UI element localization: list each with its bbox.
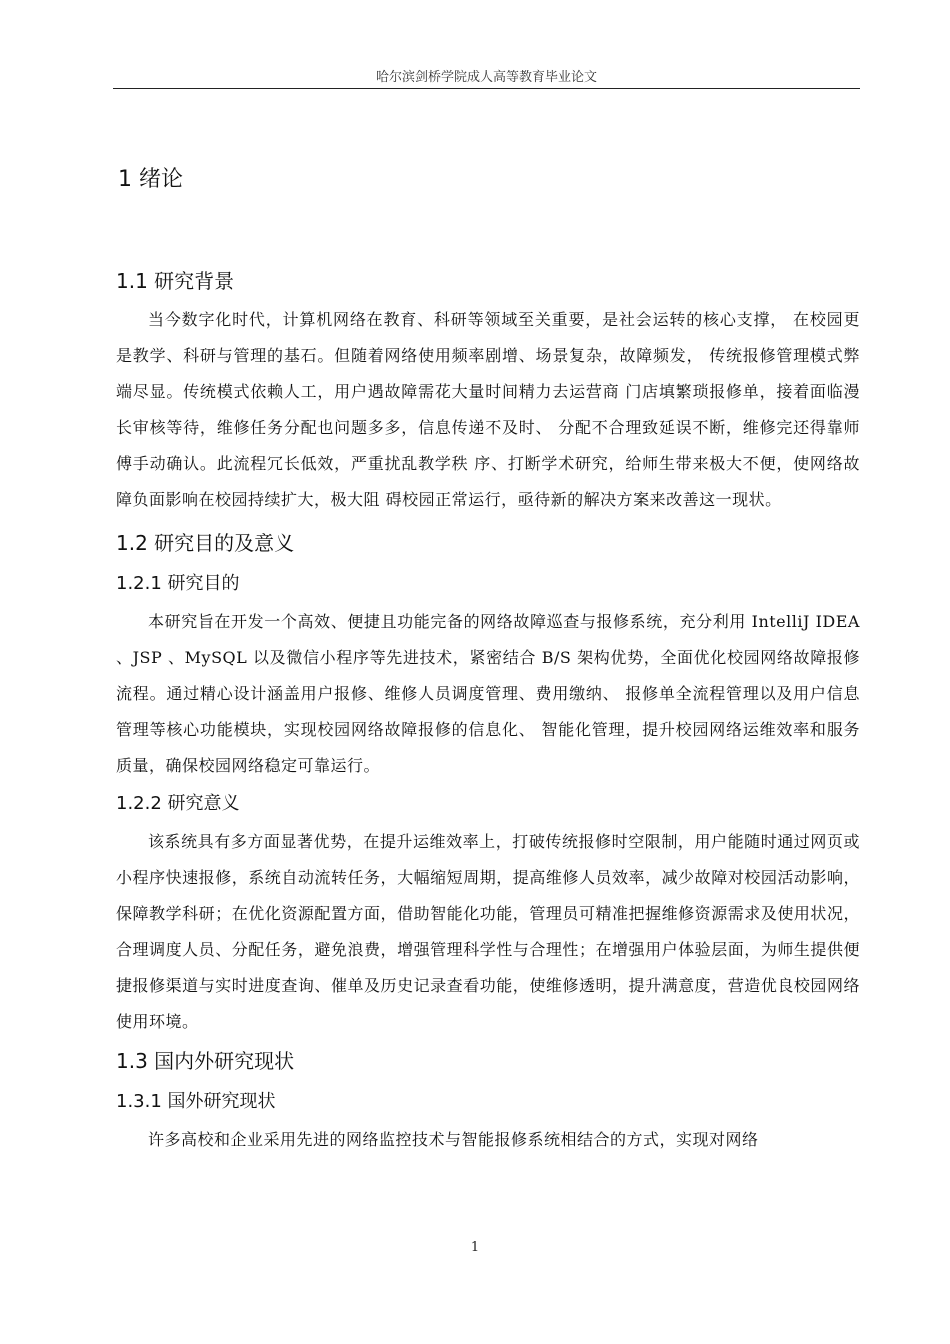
section-1-3-1-heading: 1.3.1 国外研究现状 bbox=[116, 1091, 276, 1112]
header-divider bbox=[113, 88, 860, 89]
section-1-2-heading: 1.2 研究目的及意义 bbox=[116, 531, 295, 555]
section-1-3-heading: 1.3 国内外研究现状 bbox=[116, 1049, 295, 1073]
running-header: 哈尔滨剑桥学院成人高等教育毕业论文 bbox=[375, 70, 597, 85]
section-1-2-2-paragraph: 该系统具有多方面显著优势，在提升运维效率上，打破传统报修时空限制，用户能随时通过网页或小程序快速报修，系统自动流转任务，大幅缩短周期，提高维修人员效率，减少故障对校园活动影响，保障教学科研；在优化资源配置方面，借助智能化功能，管理员可精准把握维修资源需求及使用状况，合理调度人员、分配任务，避免浪费，增强管理科学性与合理性；在增强用户体验层面，为师生提供便捷报修渠道与实时进度查询、催单及历史记录查看功能，使维修透明，提升满意度，营造优良校园网络使用环境。 bbox=[116, 832, 860, 1031]
section-1-3-1-paragraph: 许多高校和企业采用先进的网络监控技术与智能报修系统相结合的方式，实现对网络 bbox=[148, 1130, 759, 1149]
page-number: 1 bbox=[470, 1240, 480, 1255]
page-body bbox=[116, 160, 860, 1158]
section-1-1-paragraph: 当今数字化时代，计算机网络在教育、科研等领域至关重要，是社会运转的核心支撑， 在校园更是教学、科研与管理的基石。但随着网络使用频率剧增、场景复杂，故障频发， 传统报修管理模式弊端尽显。传统模式依赖人工，用户遇故障需花大量时间精力去运营商 门店填繁琐报修单，接着面临漫长审核等待，维修任务分配也问题多多，信息传递不及时、 分配不合理致延误不断，维修完还得靠师傅手动确认。此流程冗长低效，严重扰乱教学秩 序、打断学术研究，给师生带来极大不便，使网络故障负面影响在校园持续扩大，极大阻 碍校园正常运行，亟待新的解决方案来改善这一现状。 bbox=[116, 310, 860, 509]
section-1-2-1-heading: 1.2.1 研究目的 bbox=[116, 573, 240, 594]
section-1-2-2-heading: 1.2.2 研究意义 bbox=[116, 793, 240, 814]
section-1-2-1-paragraph: 本研究旨在开发一个高效、便捷且功能完备的网络故障巡查与报修系统，充分利用 IntelliJ IDEA 、JSP 、MySQL 以及微信小程序等先进技术，紧密结合 B/S 架构优势，全面优化校园网络故障报修流程。通过精心设计涵盖用户报修、维修人员调度管理、费用缴纳、 报修单全流程管理以及用户信息管理等核心功能模块，实现校园网络故障报修的信息化、 智能化管理，提升校园网络运维效率和服务质量，确保校园网络稳定可靠运行。 bbox=[116, 612, 860, 775]
section-1-1-heading: 1.1 研究背景 bbox=[116, 269, 235, 293]
chapter-title: 1 绪论 bbox=[118, 167, 183, 192]
